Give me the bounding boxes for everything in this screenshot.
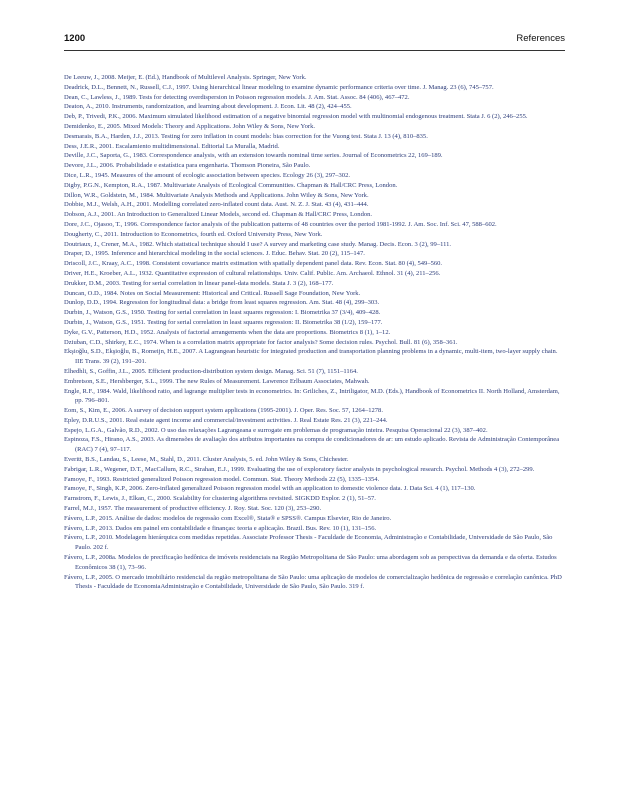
running-head: References bbox=[516, 33, 565, 44]
reference-entry: Dillon, W.R., Goldstein, M., 1984. Multivariate Analysis Methods and Applications. John Wiley & Sons, New York. bbox=[64, 191, 369, 199]
reference-entry: Fabrigar, L.R., Wegener, D.T., MacCallum, R.C., Strahan, E.J., 1999. Evaluating the use of exploratory factor analysis in psychological research. Psychol. Methods 4 (3), 272–299. bbox=[64, 465, 535, 473]
reference-entry: Durbin, J., Watson, G.S., 1951. Testing for serial correlation in least squares regression: II. Biometrika 38 (1/2), 159–177. bbox=[64, 318, 383, 326]
reference-entry: Deb, P., Trivedi, P.K., 2006. Maximum simulated likelihood estimation of a negative binomial regression model with multinomial endogenous treatment. Stata J. 6 (2), 246–255. bbox=[64, 113, 528, 121]
header-rule bbox=[64, 50, 565, 51]
reference-entry: Deville, J.C., Saporta, G., 1983. Correspondence analysis, with an extension towards nominal time series. Journal of Econometrics 22, 169–189. bbox=[64, 152, 443, 160]
reference-entry: Draper, D., 1995. Inference and hierarchical modeling in the social sciences. J. Educ. Behav. Stat. 20 (2), 115–147. bbox=[64, 250, 365, 258]
reference-entry: Famoye, F., 1993. Restricted generalized Poisson regression model. Commun. Stat. Theory Methods 22 (5), 1335–1354. bbox=[64, 475, 380, 483]
reference-entry: Driver, H.E., Kroeber, A.L., 1932. Quantitative expression of cultural relationships. Univ. Calif. Public. Am. Archaeol. Ethnol. 31 (4), 211–256. bbox=[64, 269, 441, 277]
reference-entry: Dyke, G.V., Patterson, H.D., 1952. Analysis of factorial arrangements when the data are proportions. Biometrics 8 (1), 1–12. bbox=[64, 328, 391, 336]
reference-entry: Dunlop, D.D., 1994. Regression for longitudinal data: a bridge from least squares regression. Am. Stat. 48 (4), 299–303. bbox=[64, 299, 380, 307]
reference-entry: Farnstrom, F., Lewis, J., Elkan, C., 2000. Scalability for clustering algorithms revisited. SIGKDD Explor. 2 (1), 51–57. bbox=[64, 495, 376, 503]
reference-entry: Embretson, S.E., Hershberger, S.L., 1999. The new Rules of Measurement. Lawrence Erlbaum Associates, Mahwah. bbox=[64, 377, 370, 385]
reference-entry: De Leeuw, J., 2008. Meijer, E. (Ed.), Handbook of Multilevel Analysis. Springer, New York. bbox=[64, 74, 307, 81]
reference-entry: Epley, D.R.U.S., 2001. Real estate agent income and commercial/investment activities. J. Real Estate Res. 21 (3), 221–244. bbox=[64, 416, 388, 424]
reference-entry: Fávero, L.P., 2010. Modelagem hierárquica com medidas repetidas. Associate Professor Thesis - Faculdade de Economia, Administração e Contabilidade, Universidade de São Paulo, São Paulo. 202 f. bbox=[64, 534, 553, 552]
reference-entry: Demidenko, E., 2005. Mixed Models: Theory and Applications. John Wiley & Sons, New York. bbox=[64, 122, 315, 130]
page-header bbox=[64, 33, 565, 47]
reference-entry: Espejo, L.G.A., Galvão, R.D., 2002. O uso das relaxações Lagrangeana e surrogate em problemas de programação inteira. Pesquisa Operacional 22 (3), 387–402. bbox=[64, 426, 488, 434]
page-number: 1200 bbox=[64, 33, 86, 44]
reference-entry: Fávero, L.P., 2013. Dados em painel em contabilidade e finanças: teoria e aplicação. Brazil. Bus. Rev. 10 (1), 131–156. bbox=[64, 524, 377, 532]
reference-entry: Devore, J.L., 2006. Probabilidade e estatística para engenharia. Thomson Pioneira, São Paulo. bbox=[64, 162, 311, 170]
reference-entry: Famoye, F., Singh, K.P., 2006. Zero-inflated generalized Poisson regression model with an application to domestic violence data. J. Data Sci. 4 (1), 117–130. bbox=[64, 485, 476, 493]
reference-entry: Espinoza, F.S., Hirano, A.S., 2003. As dimensões de avaliação dos atributos importantes na compra de condicionadores de ar: um estudo aplicado. Revista de Administração Contemporânea (RAC) 7 (4), 97–117. bbox=[64, 436, 560, 454]
reference-entry: Doutriaux, J., Crener, M.A., 1982. Which statistical technique should I use? A survey and marketing case study. Manag. Decis. Econ. 3 (2), 99–111. bbox=[64, 240, 452, 248]
reference-entry: Eom, S., Kim, E., 2006. A survey of decision support system applications (1995-2001). J. Oper. Res. Soc. 57, 1264–1278. bbox=[64, 407, 383, 415]
reference-entry: Durbin, J., Watson, G.S., 1950. Testing for serial correlation in least squares regression: I. Biometrika 37 (3/4), 409–428. bbox=[64, 309, 381, 317]
reference-entry: Fávero, L.P., 2015. Análise de dados: modelos de regressão com Excel®, Stata® e SPSS®. Campus Elsevier, Rio de Janeiro. bbox=[64, 514, 392, 522]
reference-entry: Engle, R.F., 1984. Wald, likelihood ratio, and lagrange multiplier tests in econometrics. In: Griliches, Z., Intriligator, M.D. (Eds.), Handbook of Econometrics II. North Holland, Amsterdam, pp. 796–801. bbox=[64, 387, 560, 405]
reference-entry: Dobbie, M.J., Welsh, A.H., 2001. Modelling correlated zero-inflated count data. Aust. N. Z. J. Stat. 43 (4), 431–444. bbox=[64, 201, 369, 209]
reference-entry: Dess, J.E.R., 2001. Escalamiento multidimensional. Editorial La Muralla, Madrid. bbox=[64, 142, 280, 150]
reference-entry: Dobson, A.J., 2001. An Introduction to Generalized Linear Models, second ed. Chapman & Hall/CRC Press, London. bbox=[64, 211, 373, 219]
reference-entry: Dice, L.R., 1945. Measures of the amount of ecologic association between species. Ecology 26 (3), 297–302. bbox=[64, 171, 350, 179]
reference-entry: Duncan, O.D., 1984. Notes on Social Measurement: Historical and Critical. Russell Sage Foundation, New York. bbox=[64, 289, 361, 297]
reference-entry: Dougherty, C., 2011. Introduction to Econometrics, fourth ed. Oxford University Press, New York. bbox=[64, 230, 323, 238]
reference-entry: Everitt, B.S., Landau, S., Leese, M., Stahl, D., 2011. Cluster Analysis, 5. ed. John Wiley & Sons, Chichester. bbox=[64, 456, 349, 464]
reference-entry: Driscoll, J.C., Kraay, A.C., 1998. Consistent covariance matrix estimation with spatially dependent panel data. Rev. Econ. Stat. 80 (4), 549–560. bbox=[64, 260, 443, 268]
reference-entry: Ekşioğlu, S.D., Ekşioğlu, B., Romeijn, H.E., 2007. A Lagrangean heuristic for integrated production and transportation planning problems in a dynamic, multi-item, two-layer supply chain. IIE Trans. 39 (2), 191–201. bbox=[64, 348, 558, 366]
reference-entry: Deadrick, D.L., Bennett, N., Russell, C.J., 1997. Using hierarchical linear modeling to examine dynamic performance criteria over time. J. Manag. 23 (6), 745–757. bbox=[64, 83, 494, 91]
reference-entry: Dore, J.C., Ojasoo, T., 1996. Correspondence factor analysis of the publication patterns of 48 countries over the period 1981-1992. J. Am. Soc. Inf. Sci. 47, 588–602. bbox=[64, 220, 497, 228]
reference-entry: Fávero, L.P., 2008a. Modelos de precificação hedônica de imóveis residenciais na Região Metropolitana de São Paulo: uma abordagem sob as perspectivas da demanda e da oferta. Estudos Econômicos 38 (1), 73–96. bbox=[64, 554, 557, 571]
reference-entry: Deaton, A., 2010. Instruments, randomization, and learning about development. J. Econ. Lit. 48 (2), 424–455. bbox=[64, 103, 352, 111]
reference-entry: Drukker, D.M., 2003. Testing for serial correlation in linear panel-data models. Stata J. 3 (2), 168–177. bbox=[64, 279, 334, 287]
reference-entry: Dziuban, C.D., Shirkey, E.C., 1974. When is a correlation matrix appropriate for factor analysis? Some decision rules. Psychol. Bull. 81 (6), 358–361. bbox=[64, 338, 458, 346]
reference-entry: Farrel, M.J., 1957. The measurement of productive efficiency. J. Roy. Stat. Soc. 120 (3), 253–290. bbox=[64, 505, 322, 513]
reference-entry: Elhedhli, S., Goffin, J.L., 2005. Efficient production-distribution system design. Manag. Sci. 51 (7), 1151–1164. bbox=[64, 367, 358, 375]
reference-list bbox=[64, 73, 565, 592]
reference-entry: Dean, C., Lawless, J., 1989. Tests for detecting overdispersion in Poisson regression models. J. Am. Stat. Assoc. 84 (406), 467–472. bbox=[64, 93, 410, 101]
reference-entry: Desmarais, B.A., Harden, J.J., 2013. Testing for zero inflation in count models: bias correction for the Vuong test. Stata J. 13 (4), 810–835. bbox=[64, 132, 428, 140]
reference-entry: Fávero, L.P., 2005. O mercado imobiliário residencial da região metropolitana de São Paulo: uma aplicação de modelos de comercialização hedônica de regressão e correlação canônica. PhD Thesis - Faculdade de EconomiaAdministração e Contabilidade, Universidade de São Paulo, São Paulo. 319 f. bbox=[64, 573, 562, 591]
reference-entry: Digby, P.G.N., Kempton, R.A., 1987. Multivariate Analysis of Ecological Communities. Chapman & Hall/CRC Press, London. bbox=[64, 181, 398, 189]
